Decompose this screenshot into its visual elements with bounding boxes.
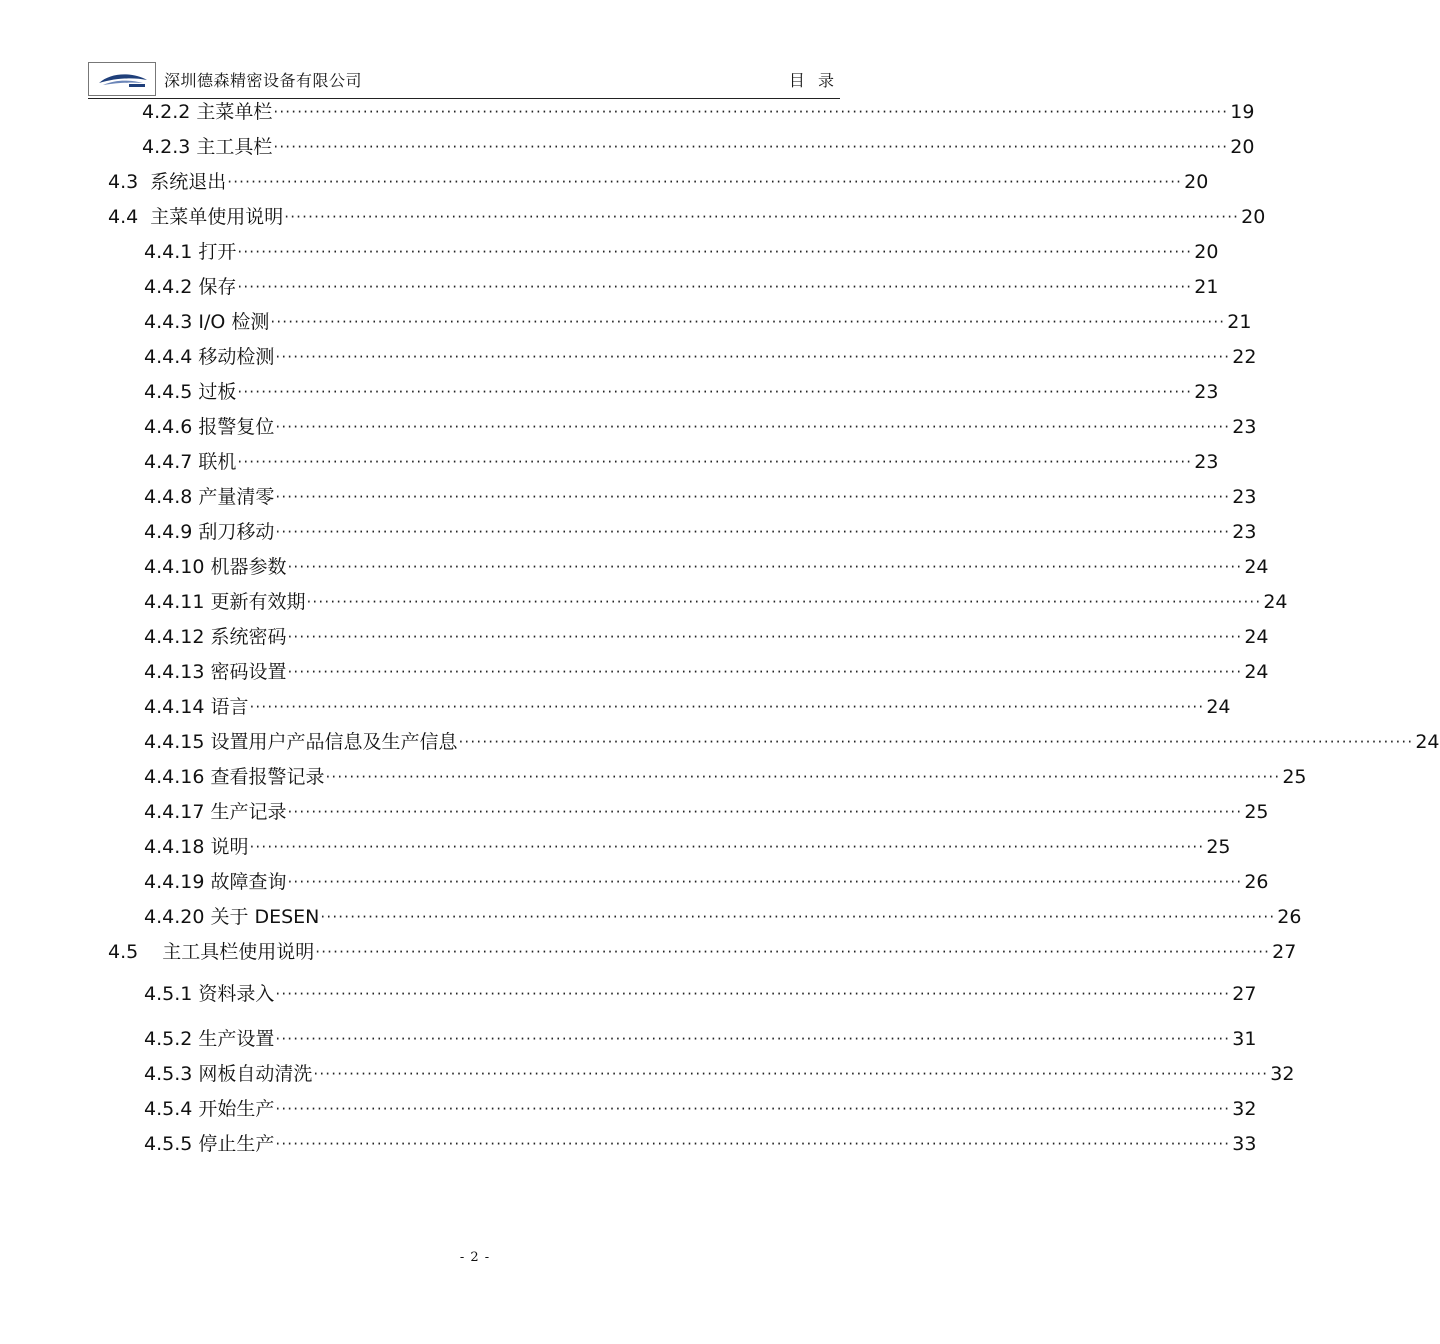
toc-entry-page: 31 <box>1232 1028 1257 1050</box>
toc-leader-dots: ································································································································································ <box>275 523 1231 541</box>
toc-entry-number: 4.4.11 <box>144 591 205 613</box>
toc-entry-title: 报警复位 <box>198 416 275 438</box>
toc-entry-number: 4.4.1 <box>144 241 193 263</box>
toc-entry-title: 主工具栏 <box>196 136 273 158</box>
toc-entry-title: 更新有效期 <box>210 591 306 613</box>
toc-leader-dots: ································································································································································ <box>284 208 1240 226</box>
toc-entry-title: 生产设置 <box>198 1028 275 1050</box>
toc-entry-page: 25 <box>1206 836 1231 858</box>
toc-leader-dots: ································································································································································ <box>315 943 1271 961</box>
toc-entry-number: 4.4.16 <box>144 766 205 788</box>
toc-entry-title: 说明 <box>210 836 249 858</box>
toc-leader-dots: ································································································································································ <box>287 873 1243 891</box>
toc-leader-dots: ································································································································································ <box>273 103 1229 121</box>
toc-entry-page: 19 <box>1230 101 1255 123</box>
toc-entry-number: 4.2.2 <box>142 101 191 123</box>
toc-entry-number: 4.4.5 <box>144 381 193 403</box>
toc-leader-dots: ································································································································································ <box>287 663 1243 681</box>
toc-entry[interactable] <box>144 730 1440 754</box>
toc-entry-number: 4.4.6 <box>144 416 193 438</box>
toc-entry-page: 24 <box>1244 626 1269 648</box>
toc-leader-dots: ································································································································································ <box>275 1030 1231 1048</box>
toc-entry[interactable] <box>144 485 1257 509</box>
toc-leader-dots: ································································································································································ <box>275 418 1231 436</box>
toc-entry[interactable] <box>144 695 1231 719</box>
toc-entry[interactable] <box>144 1027 1257 1051</box>
toc-entry-page: 20 <box>1230 136 1255 158</box>
toc-leader-dots: ································································································································································ <box>237 453 1193 471</box>
toc-entry[interactable] <box>108 940 1297 964</box>
toc-entry-number: 4.4.7 <box>144 451 193 473</box>
toc-entry[interactable] <box>144 982 1257 1006</box>
toc-entry-page: 24 <box>1263 591 1288 613</box>
toc-entry-page: 24 <box>1206 696 1231 718</box>
toc-entry-number: 4.5.3 <box>144 1063 193 1085</box>
toc-leader-dots: ································································································································································ <box>273 138 1229 156</box>
toc-entry[interactable] <box>108 205 1266 229</box>
toc-entry-page: 26 <box>1244 871 1269 893</box>
toc-entry-page: 21 <box>1194 276 1219 298</box>
toc-entry-page: 32 <box>1270 1063 1295 1085</box>
toc-leader-dots: ································································································································································ <box>306 593 1262 611</box>
toc-entry-number: 4.4.19 <box>144 871 205 893</box>
toc-entry[interactable] <box>144 275 1219 299</box>
toc-leader-dots: ································································································································································ <box>237 278 1193 296</box>
toc-entry-title: 密码设置 <box>210 661 287 683</box>
toc-entry[interactable] <box>144 345 1257 369</box>
toc-leader-dots: ································································································································································ <box>237 383 1193 401</box>
toc-leader-dots: ································································································································································ <box>275 1100 1231 1118</box>
toc-entry-page: 24 <box>1415 731 1440 753</box>
toc-entry-title: 保存 <box>198 276 237 298</box>
toc-entry-page: 25 <box>1282 766 1307 788</box>
toc-entry[interactable] <box>144 800 1269 824</box>
toc-entry-title: 资料录入 <box>198 983 275 1005</box>
company-name: 深圳德森精密设备有限公司 <box>164 71 363 90</box>
toc-entry-title: 产量清零 <box>198 486 275 508</box>
toc-entry-title: 系统密码 <box>210 626 287 648</box>
toc-entry-title: 关于 DESEN <box>210 906 320 928</box>
toc-entry-page: 23 <box>1232 521 1257 543</box>
toc-entry-page: 23 <box>1232 416 1257 438</box>
toc-entry-page: 23 <box>1232 486 1257 508</box>
toc-entry-title: 设置用户产品信息及生产信息 <box>210 731 458 753</box>
toc-entry-title: 过板 <box>198 381 237 403</box>
toc-leader-dots: ································································································································································ <box>275 985 1231 1003</box>
toc-entry-title: 网板自动清洗 <box>198 1063 313 1085</box>
toc-entry-number: 4.5.5 <box>144 1133 193 1155</box>
toc-entry-title: 语言 <box>210 696 249 718</box>
toc-entry-title: 停止生产 <box>198 1133 275 1155</box>
toc-entry-title: 主工具栏使用说明 <box>162 941 315 963</box>
toc-leader-dots: ································································································································································ <box>249 838 1205 856</box>
toc-entry-title: 主菜单使用说明 <box>150 206 284 228</box>
toc-entry-title: 查看报警记录 <box>210 766 325 788</box>
toc-leader-dots: ································································································································································ <box>320 908 1276 926</box>
toc-leader-dots: ································································································································································ <box>287 803 1243 821</box>
toc-entry-title: 打开 <box>198 241 237 263</box>
toc-leader-dots: ································································································································································ <box>287 628 1243 646</box>
toc-entry-page: 23 <box>1194 381 1219 403</box>
toc-entry[interactable] <box>144 905 1302 929</box>
toc-entry[interactable] <box>144 415 1257 439</box>
toc-entry[interactable] <box>108 170 1209 194</box>
toc-entry-page: 20 <box>1194 241 1219 263</box>
toc-entry[interactable] <box>142 100 1255 124</box>
toc-leader-dots: ································································································································································ <box>237 243 1193 261</box>
toc-leader-dots: ································································································································································ <box>275 1135 1231 1153</box>
toc-entry-number: 4.4.8 <box>144 486 193 508</box>
toc-leader-dots: ································································································································································ <box>458 733 1414 751</box>
toc-entry-number: 4.5 <box>108 941 139 963</box>
toc-entry-number: 4.5.4 <box>144 1098 193 1120</box>
toc-entry[interactable] <box>144 1097 1257 1121</box>
toc-entry[interactable] <box>144 450 1219 474</box>
toc-entry-number: 4.3 <box>108 171 139 193</box>
toc-entry[interactable] <box>144 1062 1295 1086</box>
toc-entry[interactable] <box>144 625 1269 649</box>
toc-entry-title: 主菜单栏 <box>196 101 273 123</box>
toc-entry-number: 4.5.1 <box>144 983 193 1005</box>
toc-entry-page: 26 <box>1277 906 1302 928</box>
toc-entry-page: 24 <box>1244 556 1269 578</box>
toc-entry-title: 移动检测 <box>198 346 275 368</box>
toc-entry-number: 4.4.12 <box>144 626 205 648</box>
toc-entry[interactable] <box>144 380 1219 404</box>
toc-leader-dots: ································································································································································ <box>287 558 1243 576</box>
toc-entry-number: 4.4.4 <box>144 346 193 368</box>
toc-entry-number: 4.4.14 <box>144 696 205 718</box>
toc-leader-dots: ································································································································································ <box>249 698 1205 716</box>
toc-entry-number: 4.4.20 <box>144 906 205 928</box>
toc-entry-page: 21 <box>1227 311 1252 333</box>
toc-entry-title: 联机 <box>198 451 237 473</box>
toc-entry-title: 故障查询 <box>210 871 287 893</box>
toc-leader-dots: ································································································································································ <box>275 488 1231 506</box>
toc-entry-number: 4.5.2 <box>144 1028 193 1050</box>
toc-entry-title: 开始生产 <box>198 1098 275 1120</box>
toc-entry-number: 4.4.10 <box>144 556 205 578</box>
toc-entry-title: I/O 检测 <box>198 311 270 333</box>
toc-entry[interactable] <box>144 870 1269 894</box>
toc-entry[interactable] <box>144 590 1288 614</box>
toc-entry-title: 刮刀移动 <box>198 521 275 543</box>
toc-entry-title: 机器参数 <box>210 556 287 578</box>
toc-entry-number: 4.4.17 <box>144 801 205 823</box>
toc-entry-number: 4.4 <box>108 206 139 228</box>
toc-entry-page: 33 <box>1232 1133 1257 1155</box>
toc-entry-number: 4.4.9 <box>144 521 193 543</box>
toc-leader-dots: ································································································································································ <box>313 1065 1269 1083</box>
toc-leader-dots: ································································································································································ <box>227 173 1183 191</box>
toc-leader-dots: ································································································································································ <box>325 768 1281 786</box>
toc-entry-page: 32 <box>1232 1098 1257 1120</box>
toc-entry[interactable] <box>144 520 1257 544</box>
toc-entry-page: 20 <box>1241 206 1266 228</box>
toc-entry[interactable] <box>144 660 1269 684</box>
page-number: - 2 - <box>459 1250 491 1265</box>
toc-entry-number: 4.4.13 <box>144 661 205 683</box>
toc-entry[interactable] <box>144 310 1252 334</box>
toc-entry[interactable] <box>142 135 1255 159</box>
toc-leader-dots: ································································································································································ <box>275 348 1231 366</box>
toc-entry[interactable] <box>144 1132 1257 1156</box>
toc-leader-dots: ································································································································································ <box>270 313 1226 331</box>
toc-entry[interactable] <box>144 240 1219 264</box>
toc-entry-page: 20 <box>1184 171 1209 193</box>
toc-entry-page: 27 <box>1272 941 1297 963</box>
toc-entry-page: 25 <box>1244 801 1269 823</box>
toc-entry-title: 生产记录 <box>210 801 287 823</box>
toc-entry-page: 23 <box>1194 451 1219 473</box>
toc-entry[interactable] <box>144 765 1307 789</box>
toc-entry[interactable] <box>144 835 1231 859</box>
toc-entry-page: 22 <box>1232 346 1257 368</box>
toc-entry-page: 27 <box>1232 983 1257 1005</box>
toc-entry-number: 4.4.2 <box>144 276 193 298</box>
toc-entry-number: 4.4.3 <box>144 311 193 333</box>
toc-entry-number: 4.4.15 <box>144 731 205 753</box>
toc-entry[interactable] <box>144 555 1269 579</box>
section-title: 目 录 <box>788 71 838 90</box>
toc-entry-number: 4.4.18 <box>144 836 205 858</box>
toc-entry-title: 系统退出 <box>150 171 227 193</box>
toc-entry-number: 4.2.3 <box>142 136 191 158</box>
toc-entry-page: 24 <box>1244 661 1269 683</box>
